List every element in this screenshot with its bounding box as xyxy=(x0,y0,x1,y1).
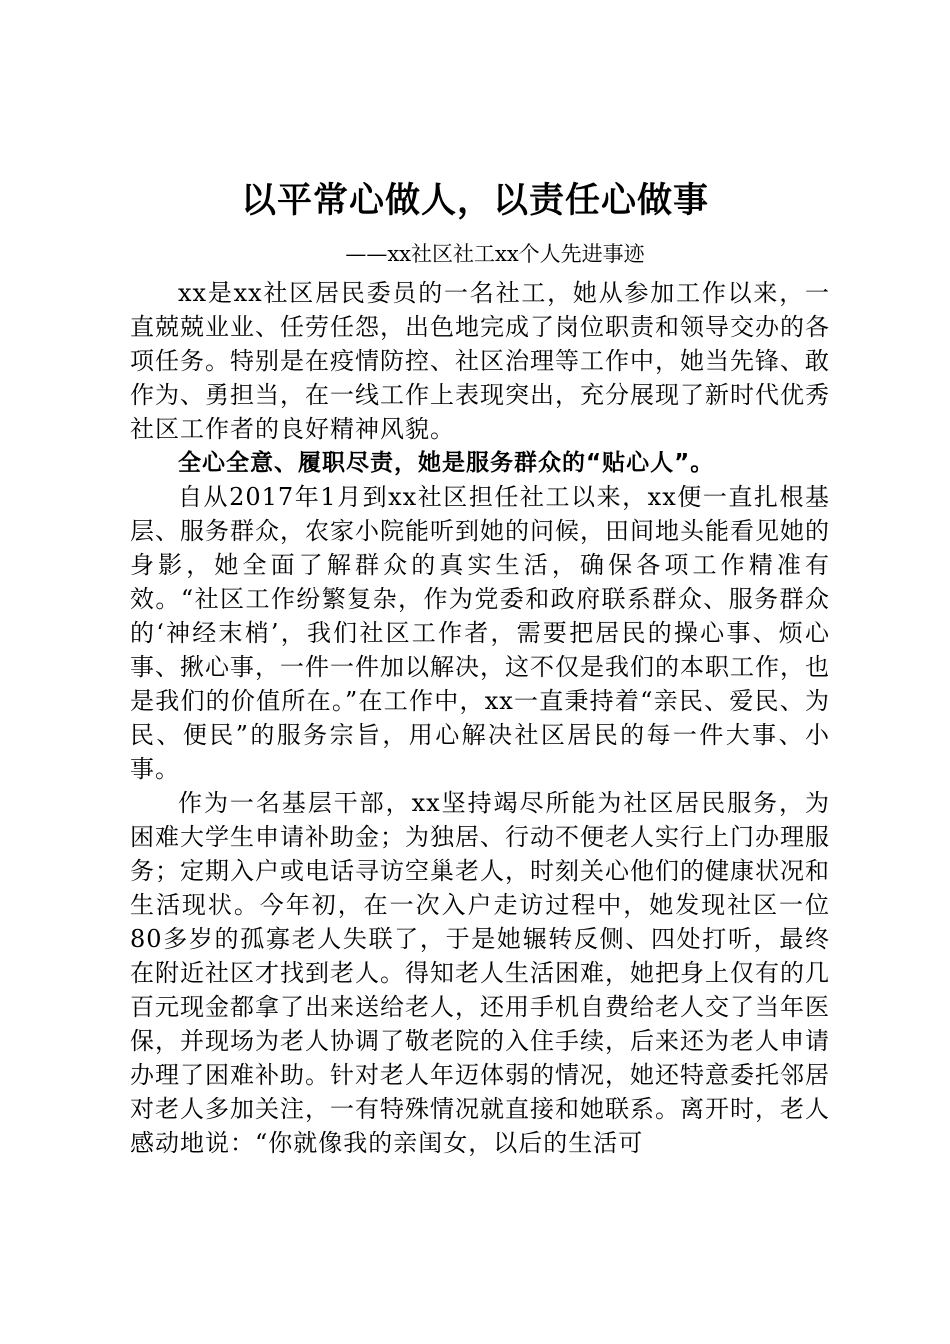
document-title: 以平常心做人，以责任心做事 xyxy=(240,180,709,221)
section-heading: 全心全意、履职尽责，她是服务群众的“贴心人”。 xyxy=(178,450,715,476)
paragraph-intro: xx是xx社区居民委员的一名社工，她从参加工作以来，一直兢兢业业、任劳任怨，出色地完成了岗位职责和领导交办的各项任务。特别是在疫情防控、社区治理等工作中，她当先锋、敢作为、勇担当，在一线工作上表现突出，充分展现了新时代优秀社区工作者的良好精神风貌。 xyxy=(130,279,830,443)
document-body xyxy=(130,276,830,1160)
document-subtitle: ——xx社区社工xx个人先进事迹 xyxy=(345,242,645,266)
paragraph-elderly-care: 作为一名基层干部，xx坚持竭尽所能为社区居民服务，为困难大学生申请补助金；为独居、行动不便老人实行上门办理服务；定期入户或电话寻访空巢老人，时刻关心他们的健康状况和生活现状。今年初，在一次入户走访过程中，她发现社区一位80多岁的孤寡老人失联了，于是她辗转反侧、四处打听，最终在附近社区才找到老人。得知老人生活困难，她把身上仅有的几百元现金都拿了出来送给老人，还用手机自费给老人交了当年医保，并现场为老人协调了敬老院的入住手续，后来还为老人申请办理了困难补助。针对老人年迈体弱的情况，她还特意委托邻居对老人多加关注，一有特殊情况就直接和她联系。离开时，老人感动地说：“你就像我的亲闺女，以后的生活可 xyxy=(130,789,830,1157)
paragraph-service: 自从2017年1月到xx社区担任社工以来，xx便一直扎根基层、服务群众，农家小院能听到她的问候，田间地头能看见她的身影，她全面了解群众的真实生活，确保各项工作精准有效。“社区工作纷繁复杂，作为党委和政府联系群众、服务群众的‘神经末梢’，我们社区工作者，需要把居民的操心事、烦心事、揪心事，一件一件加以解决，这不仅是我们的本职工作，也是我们的价值所在。”在工作中，xx一直秉持着“亲民、爱民、为民、便民”的服务宗旨，用心解决社区居民的每一件大事、小事。 xyxy=(130,483,830,783)
